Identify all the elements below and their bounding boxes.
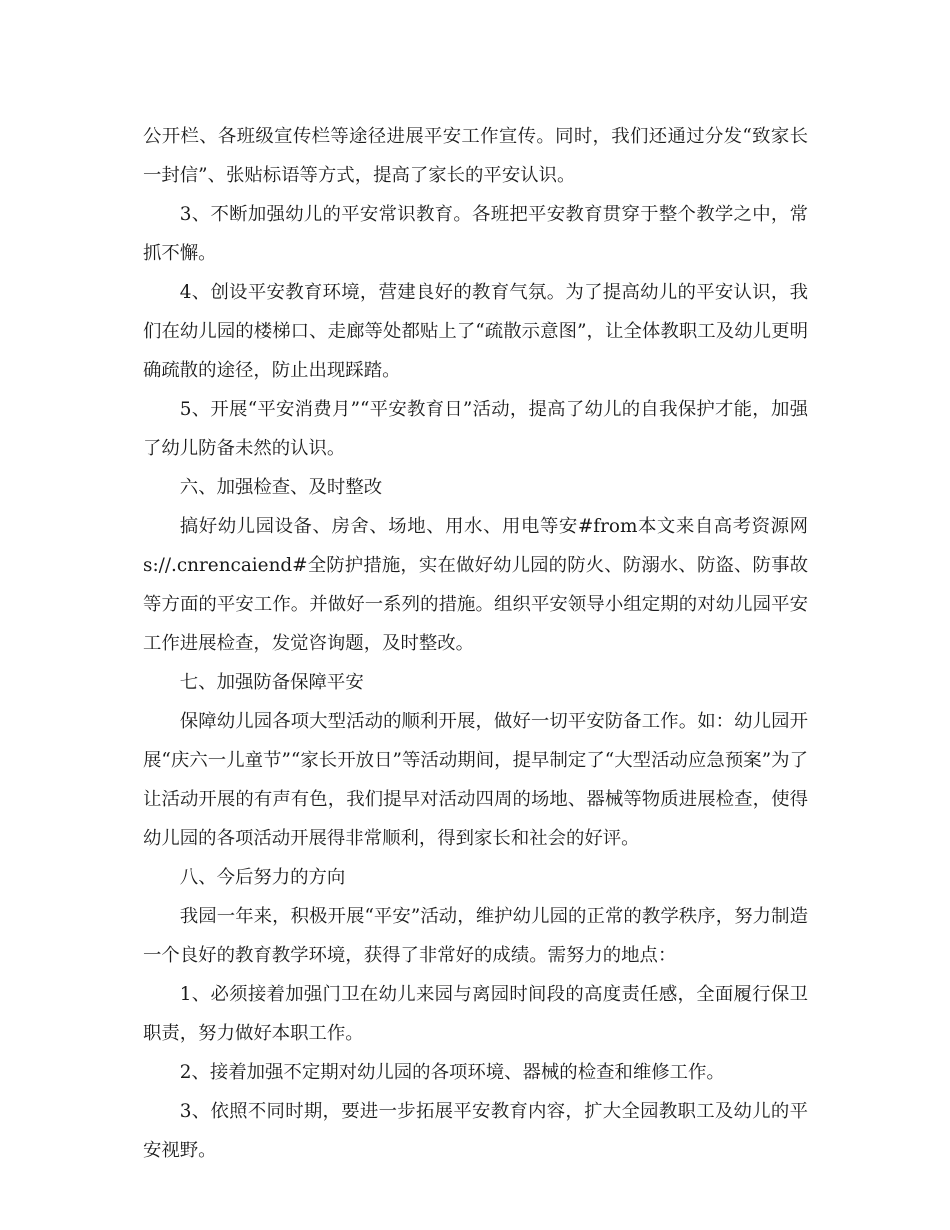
- section-heading-7: 七、加强防备保障平安: [179, 672, 364, 693]
- paragraph-5: 搞好幼儿园设备、房舍、场地、用水、用电等安#from本文来自高考资源网s://.cnrencaiend#全防护措施，实在做好幼儿园的防火、防溺水、防盗、防事故等方面的平安工作。并做好一系列的措施。组织平安领导小组定期的对幼儿园平安工作进展检查，发觉咨询题，及时整改。: [143, 516, 808, 654]
- section-heading-6: 六、加强检查、及时整改: [179, 477, 383, 498]
- list-item-1: 1、必须接着加强门卫在幼儿来园与离园时间段的高度责任感，全面履行保卫职责，努力做好本职工作。: [143, 984, 808, 1044]
- list-item-2: 2、接着加强不定期对幼儿园的各项环境、器械的检查和维修工作。: [179, 1062, 725, 1083]
- paragraph-3: 4、创设平安教育环境，营建良好的教育气氛。为了提高幼儿的平安认识，我们在幼儿园的楼梯口、走廊等处都贴上了“疏散示意图”，让全体教职工及幼儿更明确疏散的途径，防止出现踩踏。: [143, 282, 808, 381]
- paragraph-1: 公开栏、各班级宣传栏等途径进展平安工作宣传。同时，我们还通过分发“致家长一封信”、张贴标语等方式，提高了家长的平安认识。: [143, 126, 808, 186]
- paragraph-2: 3、不断加强幼儿的平安常识教育。各班把平安教育贯穿于整个教学之中，常抓不懈。: [143, 204, 808, 264]
- document-body: [143, 117, 808, 1170]
- paragraph-7: 我园一年来，积极开展“平安”活动，维护幼儿园的正常的教学秩序，努力制造一个良好的教育教学环境，获得了非常好的成绩。需努力的地点：: [143, 906, 808, 966]
- paragraph-6: 保障幼儿园各项大型活动的顺利开展，做好一切平安防备工作。如：幼儿园开展“庆六一儿童节”“家长开放日”等活动期间，提早制定了“大型活动应急预案”为了让活动开展的有声有色，我们提早对活动四周的场地、器械等物质进展检查，使得幼儿园的各项活动开展得非常顺利，得到家长和社会的好评。: [143, 711, 808, 849]
- section-heading-8: 八、今后努力的方向: [179, 867, 346, 888]
- list-item-3: 3、依照不同时期，要进一步拓展平安教育内容，扩大全园教职工及幼儿的平安视野。: [143, 1101, 808, 1161]
- paragraph-4: 5、开展“平安消费月”“平安教育日”活动，提高了幼儿的自我保护才能，加强了幼儿防备未然的认识。: [143, 399, 808, 459]
